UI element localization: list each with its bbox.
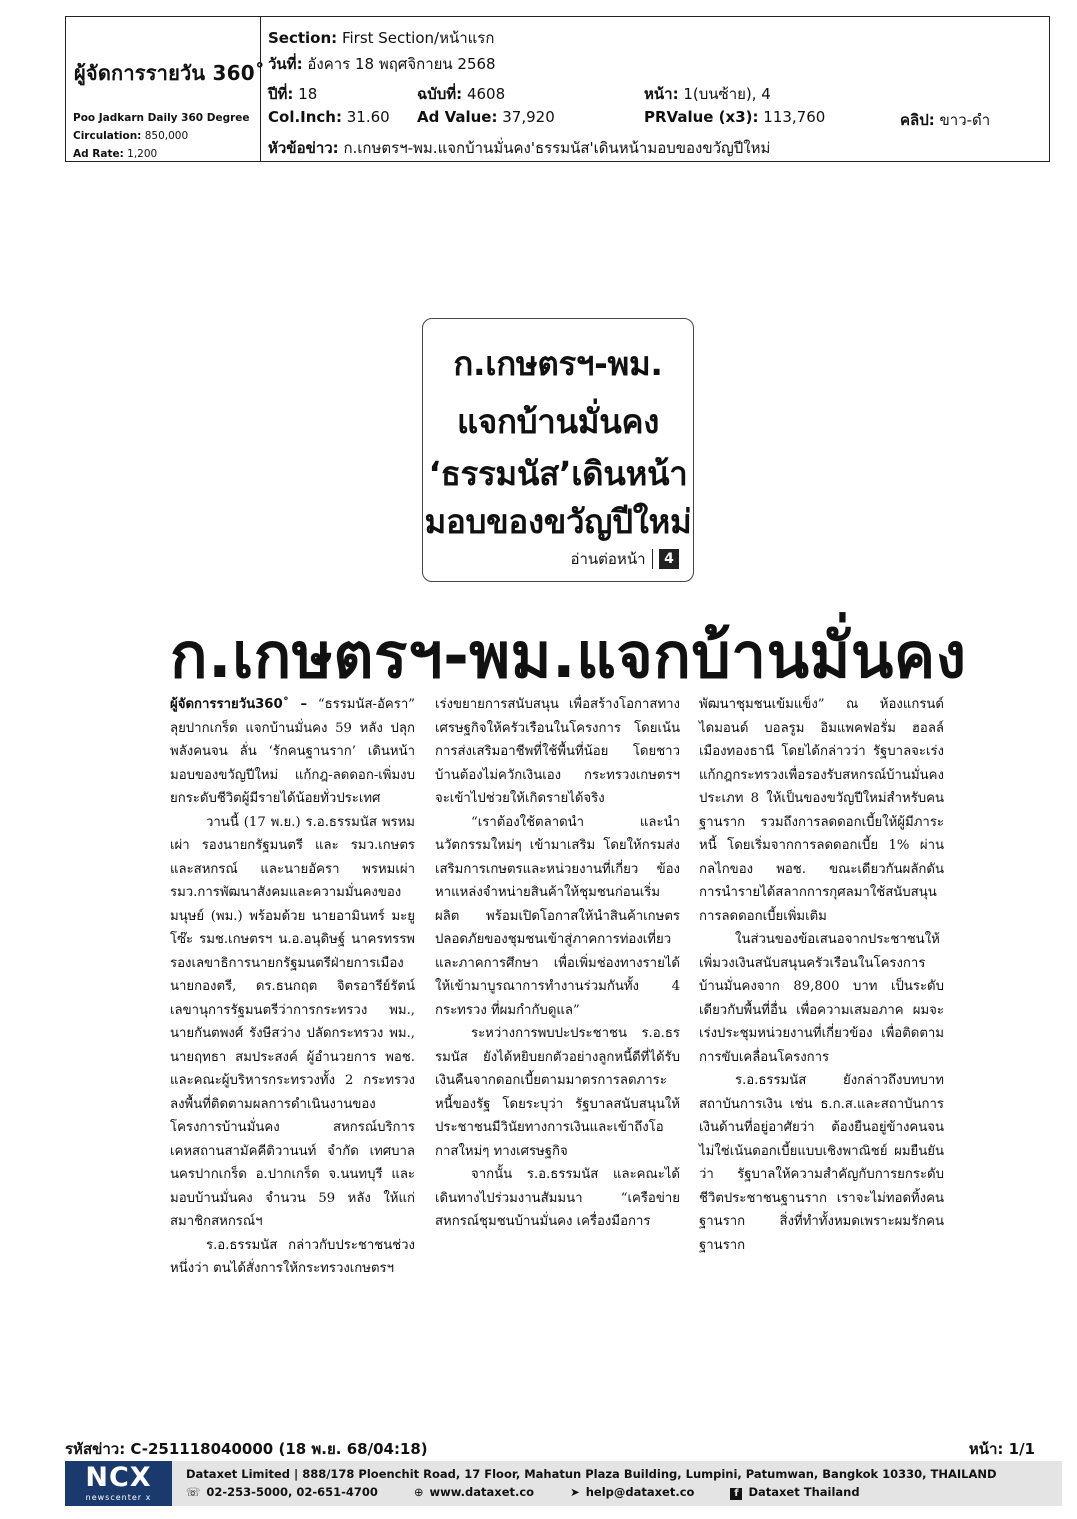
page-label: หน้า: [644,85,679,103]
circulation-label: Circulation: [73,130,142,142]
divider [652,549,654,569]
website-link[interactable]: www.dataxet.co [429,1485,535,1499]
publication-logo: ผู้จัดการรายวัน 360˚ [74,61,266,85]
byline: ผู้จัดการรายวัน360˚ – [170,697,308,712]
headline-row [268,136,770,160]
front-page-teaser-box [422,318,694,582]
article-column-2 [435,693,680,1234]
clip-label: คลิป: [900,111,935,129]
article-column-1 [170,693,415,1281]
ad-rate-value: 1,200 [127,148,158,160]
teaser-line-4: มอบของขวัญปีใหม่ [424,502,692,541]
continued-on-page [571,547,680,571]
page-row [644,82,771,106]
paragraph: ระหว่างการพบปะประชาชน ร.อ.ธรรมนัส ยังได้หยิบยกตัวอย่างลูกหนี้ดีที่ได้รับเงินคืนจากดอกเบี้ยตามมาตรการลดภาระหนี้ของรัฐ โดยระบุว่า รัฐบาลสนับสนุนให้ประชาชนมีวินัยทางการเงินและเข้าถึงโอกาสใหม่ๆ ทางเศรษฐกิจ [435,1026,680,1159]
publication-english-name: Poo Jadkarn Daily 360 Degree [73,112,250,124]
circulation-value: 850,000 [144,130,189,142]
paragraph: พัฒนาชุมชนเข้มแข็ง” ณ ห้องแกรนด์ไดมอนด์ บอลรูม อิมแพคฟอรั่ม ฮอลล์ เมืองทองธานี โดยได้กล่าวว่า รัฐบาลจะเร่งแก้กฎกระทรวงเพื่อรองรับสหกรณ์บ้านมั่นคงประเภท 8 ให้เป็นของขวัญปีใหม่สำหรับคนฐานราก รวมถึงการลดดอกเบี้ยให้ผู้มีภาระหนี้ โดยเริ่มจากการลดดอกเบี้ย 1% ผ่านกลไกของ พอช. ขณะเดียวกันผลักดันการนำรายได้สลากการกุศลมาใช้สนับสนุนการลดดอกเบี้ยเพิ่มเติม [699,697,944,924]
colinch-row [268,108,390,126]
facebook-icon: f [730,1488,742,1500]
year-value: 18 [298,85,318,103]
company-address: Dataxet Limited | 888/178 Ploenchit Road, 17 Floor, Mahatun Plaza Building, Lumpini, Patumwan, Bangkok 10330, THAILAND [186,1467,997,1481]
phone-contact [186,1485,378,1500]
section-value: First Section/หน้าแรก [341,29,495,47]
website-contact[interactable] [414,1485,534,1500]
teaser-line-3: ‘ธรรมนัส’เดินหน้า [428,454,688,493]
section-label: Section: [268,29,338,47]
email-link[interactable]: help@dataxet.co [585,1485,695,1499]
clip-value: ขาว-ดำ [939,111,991,129]
paragraph: วานนี้ (17 พ.ย.) ร.อ.ธรรมนัส พรหมเผ่า รองนายกรัฐมนตรี และ รมว.เกษตรและสหกรณ์ และนายอัครา พรหมเผ่า รมว.การพัฒนาสังคมและความมั่นคงของมนุษย์ (พม.) พร้อมด้วย นายอามินทร์ มะยูโซ๊ะ รมช.เกษตรฯ น.อ.อนุดิษฐ์ นาครทรรพ รองเลขาธิการนายกรัฐมนตรีฝ่ายการเมือง นายกองตรี, ดร.ธนกฤต จิตรอารีย์รัตน์ เลขานุการรัฐมนตรีว่าการกระทรวง พม., นายกันตพงศ์ รังษีสว่าง ปลัดกระทรวง พม., นายฤทธา สมประสงค์ ผู้อำนวยการ พอช. และคณะผู้บริหารกระทรวงทั้ง 2 กระทรวง ลงพื้นที่ติดตามผลการดำเนินงานของโครงการบ้านมั่นคง สหกรณ์บริการเคหสถานสามัคคีติวานนท์ จำกัด เทศบาลนครปากเกร็ด อ.ปากเกร็ด จ.นนทบุรี และมอบบ้านมั่นคง จำนวน 59 หลัง ให้แก่สมาชิกสหกรณ์ฯ [170,814,415,1229]
page-value: 1(บนซ้าย), 4 [683,85,771,103]
year-label: ปีที่: [268,85,294,103]
ad-rate-label: Ad Rate: [73,148,124,160]
facebook-contact[interactable] [730,1485,859,1500]
send-icon: ➤ [570,1485,580,1499]
date-label: วันที่: [268,55,303,73]
paragraph: ในส่วนของข้อเสนอจากประชาชนให้เพิ่มวงเงินสนับสนุนครัวเรือนในโครงการบ้านมั่นคงจาก 89,800 บาท เป็นระดับเดียวกับพื้นที่อื่น เพื่อความเสมอภาค ผมจะเร่งประชุมหน่วยงานที่เกี่ยวข้อง เพื่อติดตามการขับเคลื่อนโครงการ [699,932,944,1065]
issue-row [417,82,505,106]
globe-icon: ⊕ [413,1485,424,1499]
headline-value: ก.เกษตรฯ-พม.แจกบ้านมั่นคง'ธรรมนัส'เดินหน้ามอบของขวัญปีใหม่ [343,139,771,157]
prvalue-value: 113,760 [763,108,826,126]
advalue-row [417,108,555,126]
ncx-logo [65,1461,172,1506]
facebook-link[interactable]: Dataxet Thailand [748,1485,860,1499]
headline-label: หัวข้อข่าว: [268,139,339,157]
paragraph: เร่งขยายการสนับสนุน เพื่อสร้างโอกาสทางเศรษฐกิจให้ครัวเรือนในโครงการ โดยเน้นการส่งเสริมอาชีพที่ใช้พื้นที่น้อย โดยชาวบ้านต้องไม่ควักเงินเอง กระทรวงเกษตรฯ จะเข้าไปช่วยให้เกิดรายได้จริง [435,697,680,806]
colinch-label: Col.Inch: [268,108,342,126]
contact-row [186,1485,860,1500]
prvalue-row [644,108,825,126]
phone-icon: ☏ [186,1485,201,1499]
ad-rate [73,148,157,160]
date-row [268,52,496,76]
continued-label: อ่านต่อหน้า [570,550,646,568]
paragraph-text: “ธรรมนัส-อัครา” ลุยปากเกร็ด แจกบ้านมั่นคง 59 หลัง ปลุกพลังคนจน ลั่น ‘รักคนฐานราก’ เดินหน้ามอบของขวัญปีใหม่ แก้กฎ-ลดดอก-เพิ่มงบ ยกระดับชีวิตผู้มีรายได้น้อยทั่วประเทศ [170,697,415,806]
advalue-value: 37,920 [502,108,555,126]
logo-main-text: NCX [85,1462,152,1493]
advalue-label: Ad Value: [417,108,498,126]
clipping-header [65,16,1050,162]
email-contact[interactable] [570,1485,694,1500]
issue-label: ฉบับที่: [417,85,463,103]
clip-row [900,108,990,132]
year-row [268,82,317,106]
section-row [268,26,494,50]
news-code: รหัสข่าว: C-251118040000 (18 พ.ย. 68/04:18) [65,1440,428,1458]
date-value: อังคาร 18 พฤศจิกายน 2568 [307,55,496,73]
publication-info [66,17,266,161]
main-headline: ก.เกษตรฯ-พม.แจกบ้านมั่นคง [170,619,967,692]
paragraph [170,693,415,811]
paragraph: ร.อ.ธรรมนัส ยังกล่าวถึงบทบาทสถาบันการเงิน เช่น ธ.ก.ส.และสถาบันการเงินด้านที่อยู่อาศัยว่า ต้องยืนอยู่ข้างคนจน ไม่ใช่เน้นดอกเบี้ยแบบเชิงพาณิชย์ ผมยืนยันว่า รัฐบาลให้ความสำคัญกับการยกระดับชีวิตประชาชนฐานราก เราจะไม่ทอดทิ้งคนฐานราก สิ่งที่ทำทั้งหมดเพราะผมรักคนฐานราก [699,1073,944,1253]
teaser-line-1: ก.เกษตรฯ-พม. [453,344,663,383]
page-count: หน้า: 1/1 [968,1440,1035,1458]
continued-page-number: 4 [659,549,679,569]
article-column-3 [699,693,944,1257]
colinch-value: 31.60 [346,108,390,126]
clipping-metadata [268,17,1049,161]
circulation [73,130,188,142]
paragraph: จากนั้น ร.อ.ธรรมนัส และคณะได้เดินทางไปร่วมงานสัมมนา “เครือข่ายสหกรณ์ชุมชนบ้านมั่นคง เครื่องมือการ [435,1167,680,1229]
paragraph: “เราต้องใช้ตลาดนำ และนำนวัตกรรมใหม่ๆ เข้ามาเสริม โดยให้กรมส่งเสริมการเกษตรและหน่วยงานที่เกี่ยว ข้อง หาแหล่งจำหน่ายสินค้าให้ชุมชนก่อนเริ่มผลิต พร้อมเปิดโอกาสให้นำสินค้าเกษตรปลอดภัยของชุมชนเข้าสู่ภาคการท่องเที่ยวและภาคการศึกษา เพื่อเพิ่มช่องทางรายได้ ให้เข้ามาบูรณาการทำงานร่วมกันทั้ง 4 กระทรวง ที่ผมกำกับดูแล” [435,814,680,1018]
teaser-line-2: แจกบ้านมั่นคง [456,402,660,441]
paragraph: ร.อ.ธรรมนัส กล่าวกับประชาชนช่วงหนึ่งว่า ตนได้สั่งการให้กระทรวงเกษตรฯ [170,1237,415,1276]
prvalue-label: PRValue (x3): [644,108,759,126]
contact-bar [172,1461,1062,1506]
issue-value: 4608 [466,85,506,103]
logo-sub-text: newscenter x [85,1493,152,1502]
phone-number: 02-253-5000, 02-651-4700 [206,1485,378,1499]
